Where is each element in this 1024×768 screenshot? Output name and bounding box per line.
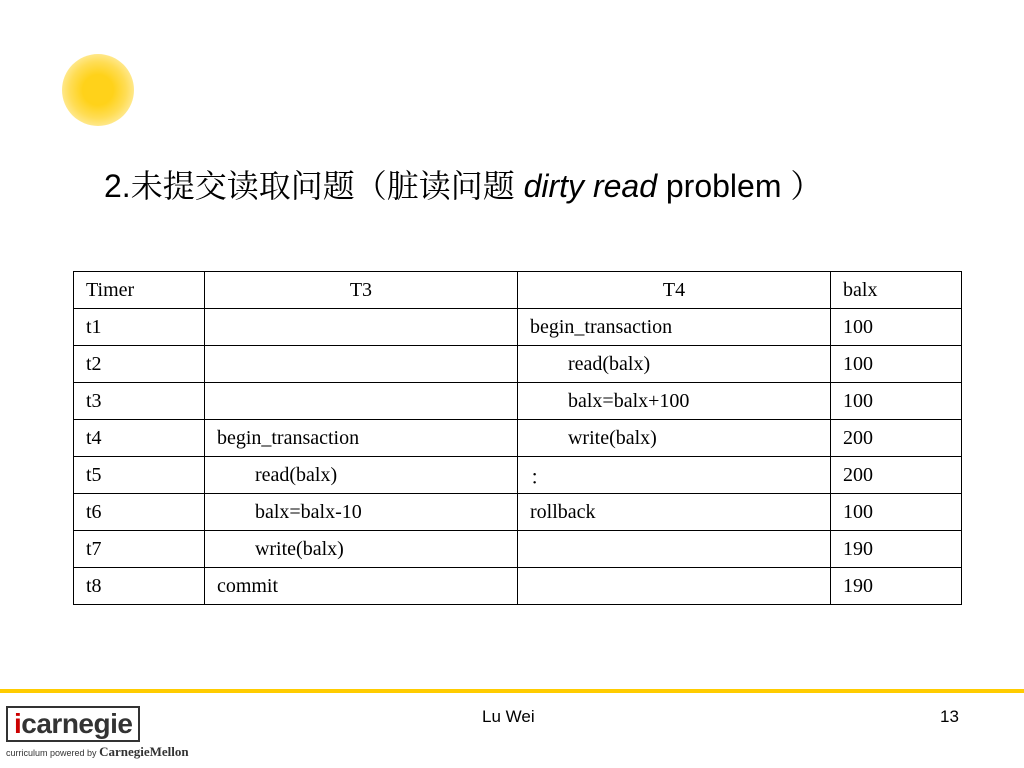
table-row <box>74 309 962 346</box>
table-row <box>74 420 962 457</box>
cell-timer: t5 <box>74 457 205 494</box>
cell-t3: write(balx) <box>204 531 517 568</box>
cell-t4: write(balx) <box>517 420 830 457</box>
cell-t4 <box>517 531 830 568</box>
table-row <box>74 531 962 568</box>
header-t3: T3 <box>204 272 517 309</box>
transaction-table <box>73 271 962 605</box>
cell-balx: 100 <box>831 309 962 346</box>
table-header-row <box>74 272 962 309</box>
cell-balx: 200 <box>831 420 962 457</box>
footer-author: Lu Wei <box>482 707 535 726</box>
icarnegie-logo <box>6 706 206 762</box>
cell-timer: t6 <box>74 494 205 531</box>
cell-t3: commit <box>204 568 517 605</box>
logo-tagline: curriculum powered by CarnegieMellon <box>6 744 189 759</box>
page-number: 13 <box>940 707 959 726</box>
logo-wordmark: icarnegie <box>6 706 140 742</box>
cell-balx: 100 <box>831 494 962 531</box>
cell-t4: begin_transaction <box>517 309 830 346</box>
footer-rule <box>0 689 1024 693</box>
cell-t3 <box>204 383 517 420</box>
cell-balx: 190 <box>831 568 962 605</box>
title-prefix: 2.未提交读取问题（脏读问题 <box>104 168 515 204</box>
cell-timer: t7 <box>74 531 205 568</box>
cell-t4: read(balx) <box>517 346 830 383</box>
cell-t4: balx=balx+100 <box>517 383 830 420</box>
cell-balx: 100 <box>831 383 962 420</box>
table-row <box>74 494 962 531</box>
cell-timer: t1 <box>74 309 205 346</box>
header-balx: balx <box>831 272 962 309</box>
cell-t4: rollback <box>517 494 830 531</box>
cell-t4: ： <box>517 457 830 494</box>
slide-title <box>104 160 822 212</box>
header-timer: Timer <box>74 272 205 309</box>
cell-t3: balx=balx-10 <box>204 494 517 531</box>
cell-balx: 190 <box>831 531 962 568</box>
cell-t3 <box>204 346 517 383</box>
table-row <box>74 346 962 383</box>
header-t4: T4 <box>517 272 830 309</box>
cell-t4 <box>517 568 830 605</box>
cell-timer: t3 <box>74 383 205 420</box>
cell-balx: 200 <box>831 457 962 494</box>
decorative-sun-icon <box>62 54 134 126</box>
table-row <box>74 568 962 605</box>
title-suffix: problem ） <box>665 168 823 204</box>
cell-timer: t2 <box>74 346 205 383</box>
cell-t3 <box>204 309 517 346</box>
cell-balx: 100 <box>831 346 962 383</box>
logo-cmu-brand: CarnegieMellon <box>99 744 189 759</box>
cell-t3: begin_transaction <box>204 420 517 457</box>
cell-timer: t8 <box>74 568 205 605</box>
title-italic: dirty read <box>523 168 657 204</box>
table-row <box>74 457 962 494</box>
cell-t3: read(balx) <box>204 457 517 494</box>
table-row <box>74 383 962 420</box>
cell-timer: t4 <box>74 420 205 457</box>
